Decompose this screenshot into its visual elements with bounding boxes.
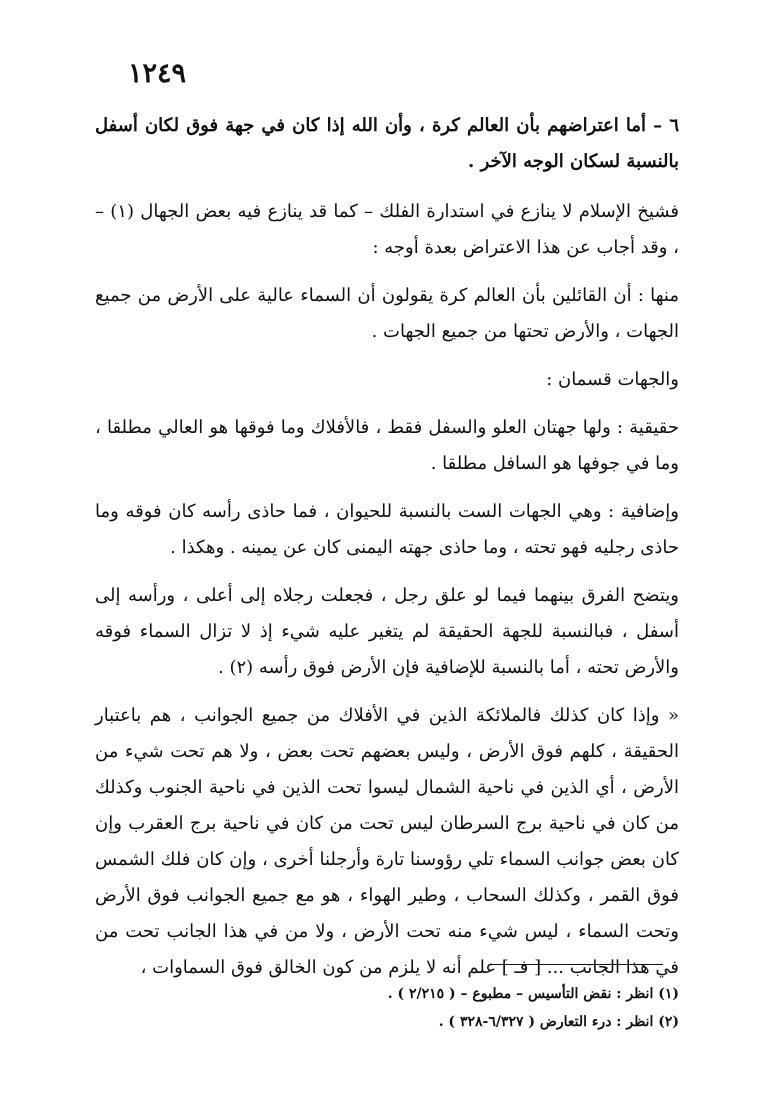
- paragraph-real-directions: حقيقية : ولها جهتان العلو والسفل فقط ، فالأفلاك وما فوقها هو العالي مطلقا ، وما في جوفها هو السافل مطلقا .: [95, 417, 679, 474]
- page-number: ١٢٤٩: [128, 58, 187, 89]
- paragraph-sphere-argument: منها : أن القائلين بأن العالم كرة يقولون أن السماء عالية على الأرض من جميع الجهات ، والأرض تحتها من جميع الجهات .: [95, 285, 679, 342]
- paragraph-quotation: « وإذا كان كذلك فالملائكة الذين في الأفلاك من جميع الجوانب ، هم باعتبار الحقيقة ، كلهم فوق الأرض ، وليس بعضهم تحت بعض ، ولا هم تحت شيء من الأرض ، أي الذين في ناحية الشمال ليسوا تحت الذين في ناحية الجنوب وكذلك من كان في ناحية برج السرطان ليس تحت من كان في ناحية برج العقرب وإن كان بعض جوانب السماء تلي رؤوسنا تارة وأرجلنا أخرى ، وإن كان فلك الشمس فوق القمر ، وكذلك السحاب ، وطير الهواء ، هو مع جميع الجوانب فوق الأرض وتحت السماء ، ليس شيء منه تحت الأرض ، ولا من في هذا الجانب تحت من في هذا الجانب ... [ فـ ] علم أنه لا يلزم من كون الخالق فوق السماوات ،: [95, 705, 679, 978]
- footnote-1: (١) انظر : نقض التأسيس – مطبوع – ( ٢/٢١٥ ) .: [387, 986, 679, 1002]
- paragraph-directions-types: والجهات قسمان :: [546, 369, 679, 390]
- paragraph-relative-directions: وإضافية : وهي الجهات الست بالنسبة للحيوان ، فما حاذى رأسه كان فوقه وما حاذى رجليه فهو تحته ، وما حاذى جهته اليمنى كان عن يمينه . وهكذا .: [95, 501, 679, 558]
- footnote-divider: [491, 964, 663, 965]
- paragraph-hanging-man-example: ويتضح الفرق بينهما فيما لو علق رجل ، فجعلت رجلاه إلى أعلى ، ورأسه إلى أسفل ، فبالنسبة للجهة الحقيقة لم يتغير عليه شيء إذ لا تزال السماء فوقه والأرض تحته ، أما بالنسبة للإضافية فإن الأرض فوق رأسه (٢) .: [95, 585, 679, 678]
- footnotes: [160, 980, 679, 1036]
- paragraph-objection-heading: ٦ – أما اعتراضهم بأن العالم كرة ، وأن الله إذا كان في جهة فوق لكان أسفل بالنسبة لسكان الوجه الآخر .: [95, 115, 679, 172]
- body-text: [95, 108, 679, 998]
- footnote-2: (٢) انظر : درء التعارض ( ٦/٣٢٧-٣٢٨ ) .: [438, 1014, 679, 1030]
- paragraph-shaykh-response: فشيخ الإسلام لا ينازع في استدارة الفلك – كما قد ينازع فيه بعض الجهال (١) – ، وقد أجاب عن هذا الاعتراض بعدة أوجه :: [95, 201, 679, 258]
